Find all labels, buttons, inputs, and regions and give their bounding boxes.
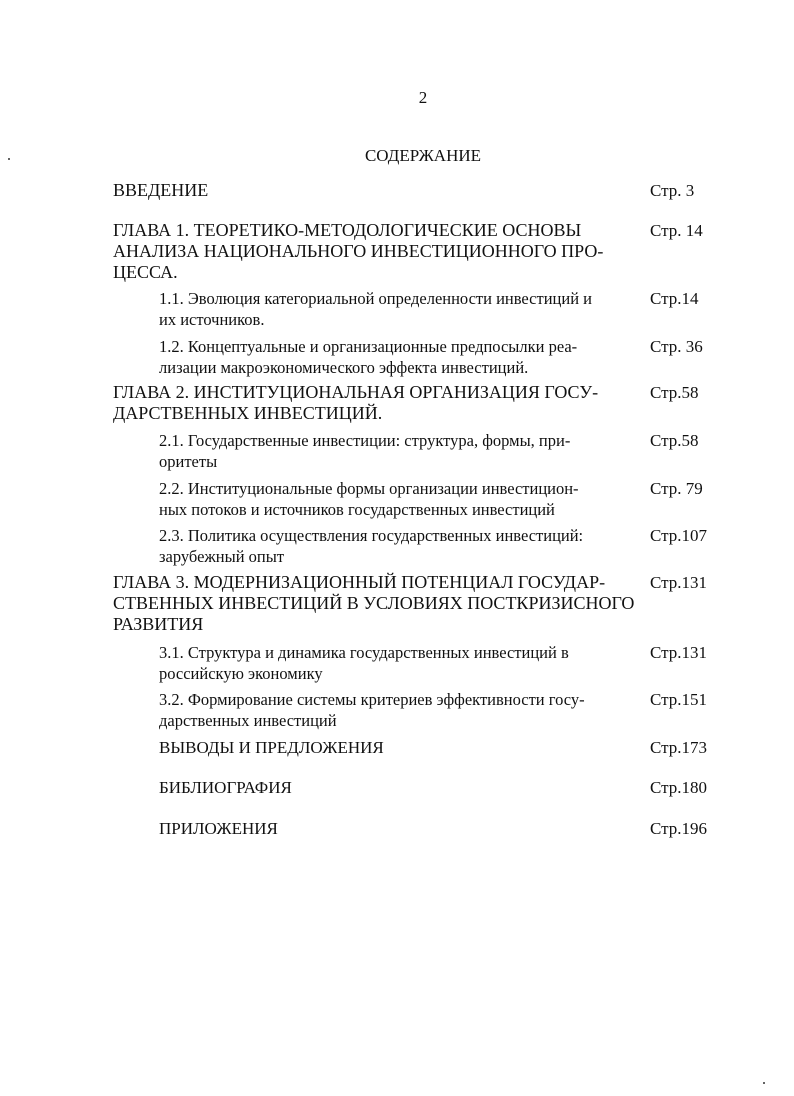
toc-entry-page: Стр. 14 bbox=[650, 221, 703, 240]
page-number: 2 bbox=[418, 88, 428, 107]
toc-entry-label: 2.2. Институциональные формы организации инвестицион- ных потоков и источников государственных инвестиций bbox=[159, 479, 579, 519]
toc-entry-page: Стр.58 bbox=[650, 383, 699, 402]
toc-entry-label: 1.1. Эволюция категориальной определенности инвестиций и их источников. bbox=[159, 289, 592, 329]
toc-entry-page: Стр.131 bbox=[650, 573, 708, 592]
toc-entry-label: ВВЕДЕНИЕ bbox=[113, 180, 209, 200]
toc-entry-label: 3.1. Структура и динамика государственных инвестиций в российскую экономику bbox=[159, 643, 569, 683]
toc-entry-page: Стр. 3 bbox=[650, 181, 695, 200]
toc-title: СОДЕРЖАНИЕ bbox=[364, 146, 482, 165]
toc-entry-page: Стр.58 bbox=[650, 431, 699, 450]
toc-entry-page: Стр.107 bbox=[650, 526, 708, 545]
toc-entry-label: ГЛАВА 1. ТЕОРЕТИКО-МЕТОДОЛОГИЧЕСКИЕ ОСНОВЫ АНАЛИЗА НАЦИОНАЛЬНОГО ИНВЕСТИЦИОННОГО ПРО- ЦЕССА. bbox=[113, 220, 604, 282]
toc-entry-page: Стр. 79 bbox=[650, 479, 703, 498]
toc-entry-label: 1.2. Концептуальные и организационные предпосылки реа- лизации макроэкономического эффекта инвестиций. bbox=[159, 337, 578, 377]
toc-entry-page: Стр.180 bbox=[650, 778, 708, 797]
scan-speck bbox=[763, 1082, 765, 1084]
toc-entry-page: Стр.173 bbox=[650, 738, 708, 757]
toc-entry-label: ПРИЛОЖЕНИЯ bbox=[159, 819, 278, 838]
toc-entry-label: 3.2. Формирование системы критериев эффективности госу- дарственных инвестиций bbox=[159, 690, 585, 730]
toc-entry-label: 2.3. Политика осуществления государственных инвестиций: зарубежный опыт bbox=[159, 526, 584, 566]
toc-entry-page: Стр. 36 bbox=[650, 337, 703, 356]
toc-entry-label: ГЛАВА 2. ИНСТИТУЦИОНАЛЬНАЯ ОРГАНИЗАЦИЯ ГОСУ- ДАРСТВЕННЫХ ИНВЕСТИЦИЙ. bbox=[113, 382, 599, 423]
toc-entry-label: ВЫВОДЫ И ПРЕДЛОЖЕНИЯ bbox=[159, 738, 384, 757]
toc-entry-page: Стр.196 bbox=[650, 819, 708, 838]
toc-entry-label: БИБЛИОГРАФИЯ bbox=[159, 778, 292, 797]
toc-entry-page: Стр.14 bbox=[650, 289, 699, 308]
toc-entry-label: ГЛАВА 3. МОДЕРНИЗАЦИОННЫЙ ПОТЕНЦИАЛ ГОСУДАР- СТВЕННЫХ ИНВЕСТИЦИЙ В УСЛОВИЯХ ПОСТКРИЗИСНОГО РАЗВИТИЯ bbox=[113, 572, 635, 634]
scan-speck bbox=[8, 158, 10, 160]
toc-entry-page: Стр.151 bbox=[650, 690, 708, 709]
toc-entry-label: 2.1. Государственные инвестиции: структура, формы, при- оритеты bbox=[159, 431, 571, 471]
toc-entry-page: Стр.131 bbox=[650, 643, 708, 662]
